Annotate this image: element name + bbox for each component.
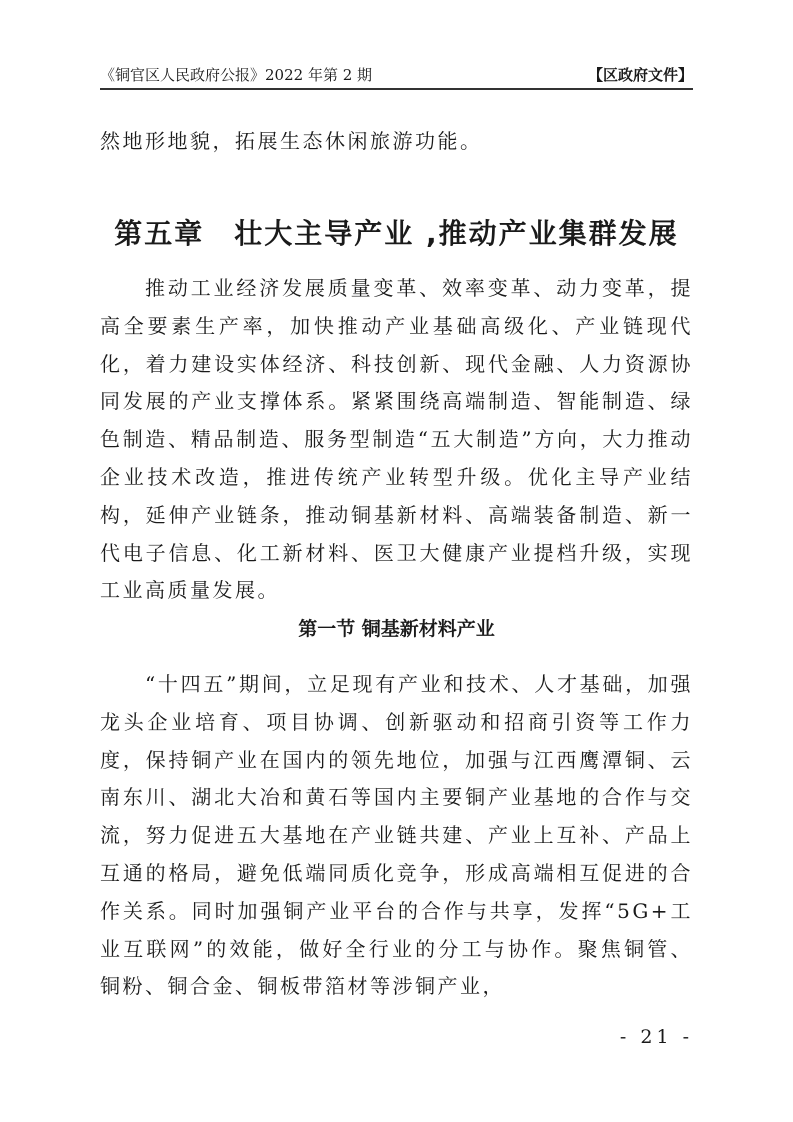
gazette-title: 《铜官区人民政府公报》2022 年第 2 期 [100, 66, 373, 84]
header-divider [100, 88, 693, 90]
carryover-paragraph: 然地形地貌，拓展生态休闲旅游功能。 [100, 129, 483, 153]
chapter-intro-paragraph: 推动工业经济发展质量变革、效率变革、动力变革，提高全要素生产率，加快推动产业基础高级化、产业链现代化，着力建设实体经济、科技创新、现代金融、人力资源协同发展的产业支撑体系。紧紧围绕高端制造、智能制造、绿色制造、精品制造、服务型制造“五大制造”方向，大力推动企业技术改造，推进传统产业转型升级。优化主导产业结构，延伸产业链条，推动铜基新材料、高端装备制造、新一代电子信息、化工新材料、医卫大健康产业提档升级，实现工业高质量发展。 [100, 276, 693, 603]
section-tag: 【区政府文件】 [587, 66, 693, 84]
page-header [100, 60, 693, 84]
section-paragraph: “十四五”期间，立足现有产业和技术、人才基础，加强龙头企业培育、项目协调、创新驱动和招商引资等工作力度，保持铜产业在国内的领先地位，加强与江西鹰潭铜、云南东川、湖北大冶和黄石等国内主要铜产业基地的合作与交流，努力促进五大基地在产业链共建、产业上互补、产品上互通的格局，避免低端同质化竞争，形成高端相互促进的合作关系。同时加强铜产业平台的合作与共享，发挥“5G+工业互联网”的效能，做好全行业的分工与协作。聚焦铜管、铜粉、铜合金、铜板带箔材等涉铜产业， [100, 672, 693, 999]
section-title: 第一节 铜基新材料产业 [298, 618, 495, 640]
chapter-title: 第五章 壮大主导产业 ,推动产业集群发展 [114, 217, 679, 250]
page-number: - 21 - [619, 1026, 693, 1048]
